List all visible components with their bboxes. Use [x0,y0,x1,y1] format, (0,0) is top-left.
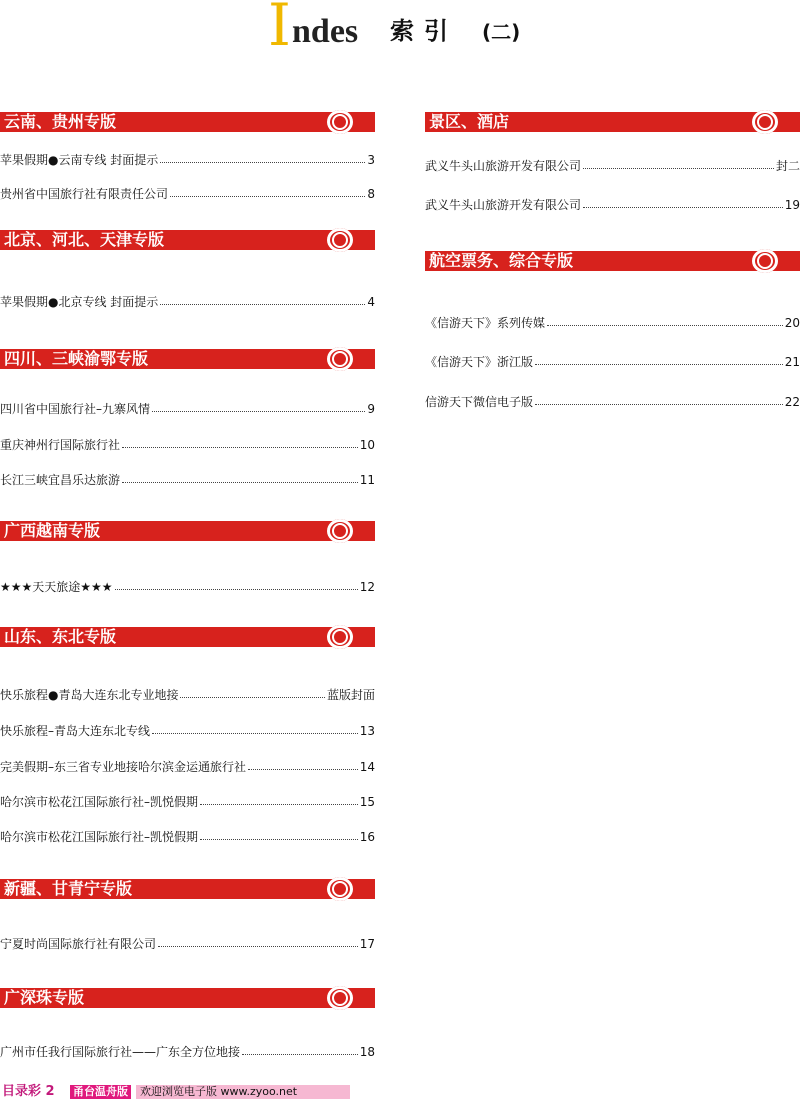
entry-name: ★★★天天旅途★★★ [0,580,113,594]
index-entry[interactable] [0,935,375,953]
section-dot-icon [327,625,353,649]
section-dot-icon [327,877,353,901]
index-entry[interactable] [425,393,800,411]
page-header [268,0,568,59]
logo-text: ndes [292,13,359,50]
index-entry[interactable] [0,686,375,704]
section-header-shandong [0,627,375,647]
dot-leader [248,768,358,770]
section-dot-icon [752,110,778,134]
entry-page: 3 [367,153,375,167]
section-title: 山东、东北专版 [4,627,117,646]
entry-name: 武义牛头山旅游开发有限公司 [425,198,582,212]
index-entry[interactable] [0,436,375,454]
dot-leader [200,803,358,805]
section-dot-icon [752,249,778,273]
index-entry[interactable] [0,185,375,203]
entry-name: 哈尔滨市松花江国际旅行社–凯悦假期 [0,795,199,809]
entry-name: 快乐旅程●青岛大连东北专业地接 [0,688,179,702]
dot-leader [547,324,783,326]
entry-page: 13 [359,724,375,738]
entry-name: 《信游天下》系列传媒 [425,316,546,330]
entry-page: 16 [359,830,375,844]
entry-name: 武义牛头山旅游开发有限公司 [425,159,582,173]
index-entry[interactable] [0,828,375,846]
dot-leader [180,696,325,698]
index-entry[interactable] [0,722,375,740]
dot-leader [535,363,783,365]
entry-name: 宁夏时尚国际旅行社有限公司 [0,937,157,951]
dot-leader [200,838,358,840]
index-entry[interactable] [425,157,800,175]
section-title: 广西越南专版 [4,521,101,540]
entry-name: 哈尔滨市松花江国际旅行社–凯悦假期 [0,830,199,844]
entry-page: 封二 [775,159,800,173]
entry-page: 蓝版封面 [326,688,375,702]
dot-leader [583,167,774,169]
dot-leader [152,732,358,734]
dot-leader [170,195,365,197]
index-entry[interactable] [0,400,375,418]
section-dot-icon [327,347,353,371]
index-entry[interactable] [425,196,800,214]
entry-name: 苹果假期●云南专线 封面提示 [0,153,159,167]
dot-leader [158,945,358,947]
entry-name: 重庆神州行国际旅行社 [0,438,121,452]
entry-page: 10 [359,438,375,452]
section-dot-icon [327,519,353,543]
logo-big-letter: I [268,0,291,59]
entry-page: 4 [367,295,375,309]
section-header-aviation [425,251,800,271]
section-title: 航空票务、综合专版 [429,251,574,270]
footer-edition-badge: 甬台温舟版 [70,1085,131,1099]
footer-page-label: 目录彩 2 [2,1084,55,1099]
index-subtitle: (二) [482,20,521,44]
section-title: 北京、河北、天津专版 [4,230,165,249]
dot-leader [583,206,783,208]
entry-page: 20 [784,316,800,330]
index-entry[interactable] [0,151,375,169]
entry-name: 广州市任我行国际旅行社——广东全方位地接 [0,1045,241,1059]
entry-page: 19 [784,198,800,212]
section-title: 广深珠专版 [4,988,85,1007]
dot-leader [122,481,358,483]
entry-name: 贵州省中国旅行社有限责任公司 [0,187,169,201]
index-entry[interactable] [0,793,375,811]
section-header-beijing [0,230,375,250]
section-title: 新疆、甘青宁专版 [4,879,133,898]
entry-name: 《信游天下》浙江版 [425,355,534,369]
entry-page: 22 [784,395,800,409]
dot-leader [160,161,365,163]
index-entry[interactable] [0,1043,375,1061]
section-title: 景区、酒店 [429,112,510,131]
index-entry[interactable] [0,758,375,776]
entry-name: 信游天下微信电子版 [425,395,534,409]
section-dot-icon [327,110,353,134]
entry-page: 8 [367,187,375,201]
index-entry[interactable] [0,293,375,311]
entry-page: 9 [367,402,375,416]
dot-leader [160,303,365,305]
index-title: 索引 [390,17,458,45]
entry-page: 15 [359,795,375,809]
entry-page: 12 [359,580,375,594]
section-header-yunnan-guizhou [0,112,375,132]
section-dot-icon [327,228,353,252]
index-entry[interactable] [425,353,800,371]
section-header-guangshenzhu [0,988,375,1008]
dot-leader [242,1053,358,1055]
entry-page: 11 [359,473,375,487]
entry-page: 18 [359,1045,375,1059]
section-title: 云南、贵州专版 [4,112,117,131]
entry-name: 完美假期–东三省专业地接哈尔滨金运通旅行社 [0,760,247,774]
entry-name: 长江三峡宜昌乐达旅游 [0,473,121,487]
index-entry[interactable] [0,471,375,489]
section-header-xinjiang [0,879,375,899]
entry-name: 苹果假期●北京专线 封面提示 [0,295,159,309]
index-entry[interactable] [425,314,800,332]
index-entry[interactable] [0,578,375,596]
section-dot-icon [327,986,353,1010]
section-header-guangxi [0,521,375,541]
page-footer [0,1084,360,1100]
dot-leader [122,446,358,448]
section-header-sichuan [0,349,375,369]
footer-website-link[interactable]: 欢迎浏览电子版 www.zyoo.net [136,1085,350,1099]
dot-leader [152,410,365,412]
entry-page: 17 [359,937,375,951]
entry-name: 快乐旅程–青岛大连东北专线 [0,724,151,738]
entry-name: 四川省中国旅行社–九寨风情 [0,402,151,416]
entry-page: 21 [784,355,800,369]
dot-leader [535,403,783,405]
section-title: 四川、三峡渝鄂专版 [4,349,149,368]
section-header-scenic-hotel [425,112,800,132]
entry-page: 14 [359,760,375,774]
dot-leader [115,588,358,590]
